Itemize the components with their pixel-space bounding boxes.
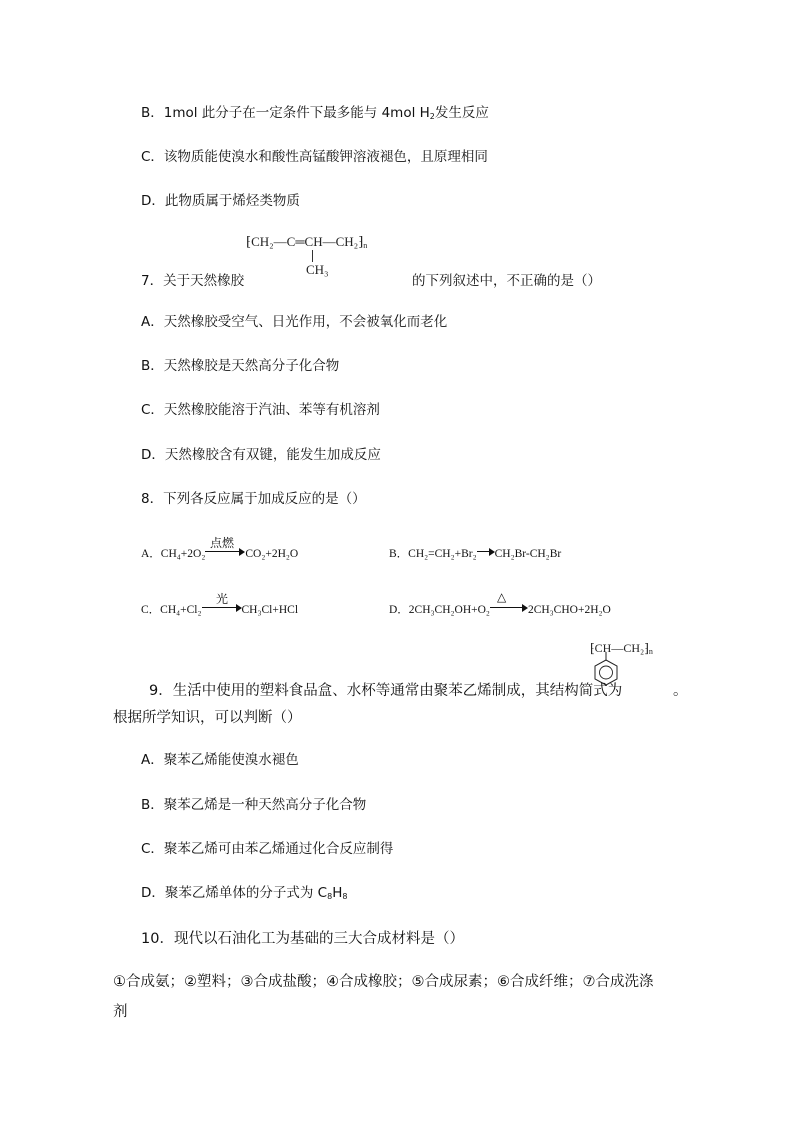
q7-formula-main: ⁅CH₂—C═CH—CH₂⁆ (246, 234, 364, 249)
q9-formula-main: ⁅CH—CH₂⁆ (590, 641, 649, 655)
q9-option-a: A．聚苯乙烯能使溴水褪色 (141, 752, 299, 768)
q8-option-c-left: C．CH₄+Cl₂ (141, 604, 202, 616)
q7-formula-bond (312, 250, 313, 262)
q6-option-b-sub: 2 (429, 112, 435, 121)
q7-formula-n: n (363, 241, 368, 250)
q6-option-c: C．该物质能使溴水和酸性高锰酸钾溶液褪色，且原理相同 (141, 149, 488, 165)
q9-option-d-sub1: 8 (327, 892, 333, 901)
q8-option-a-left: A．CH₄+2O₂ (141, 548, 206, 560)
q8-option-b (389, 544, 561, 562)
q7-rubber-formula (246, 234, 367, 250)
q8-stem: 8．下列各反应属于加成反应的是（） (141, 491, 366, 507)
q7-stem-a: 7．关于天然橡胶 (141, 273, 245, 289)
q8-option-d-arrow (490, 600, 528, 614)
q8-option-b-left: B．CH₂=CH₂+Br₂ (389, 548, 477, 560)
q9-option-b: B．聚苯乙烯是一种天然高分子化合物 (141, 797, 367, 813)
q8-option-d-right: 2CH₃CHO+2H₂O (527, 604, 611, 616)
q8-option-c-condition: 光 (216, 592, 229, 606)
q8-option-c-right: CH₃Cl+HCl (241, 604, 299, 616)
q8-option-b-arrow (477, 544, 495, 558)
q9-stem-b: 根据所学知识，可以判断（） (113, 710, 302, 726)
q9-option-d-mid: H (332, 885, 343, 901)
q8-option-a-condition: 点燃 (210, 536, 235, 550)
q7-option-a: A．天然橡胶受空气、日光作用，不会被氧化而老化 (141, 314, 448, 330)
q7-option-d: D．天然橡胶含有双键，能发生加成反应 (141, 447, 381, 463)
q7-option-c: C．天然橡胶能溶于汽油、苯等有机溶剂 (141, 402, 380, 418)
q6-option-b (141, 104, 489, 122)
q8-option-d-condition: △ (497, 590, 507, 604)
q7-stem-b: 的下列叙述中，不正确的是（） (412, 273, 601, 289)
q9-stem-a: 9．生活中使用的塑料食品盒、水杯等通常由聚苯乙烯制成，其结构简式为 (149, 683, 623, 699)
q9-formula-n: n (648, 647, 653, 656)
q6-option-b-tail: 发生反应 (434, 105, 489, 121)
q9-option-c: C．聚苯乙烯可由苯乙烯通过化合反应制得 (141, 841, 394, 857)
q8-option-d-left: D．2CH₃CH₂OH+O₂ (389, 604, 490, 616)
q9-option-d-text: D．聚苯乙烯单体的分子式为 C (141, 885, 328, 901)
q8-option-a-right: CO₂+2H₂O (245, 548, 299, 560)
q6-option-b-text: B．1mol 此分子在一定条件下最多能与 4mol H (141, 105, 430, 121)
q9-option-d-sub2: 8 (342, 892, 348, 901)
q10-items-line2: 剂 (113, 1004, 128, 1020)
q10-items-line1: ①合成氨；②塑料；③合成盐酸；④合成橡胶；⑤合成尿素；⑥合成纤维；⑦合成洗涤 (113, 974, 654, 990)
q9-option-d (141, 884, 347, 902)
q7-formula-branch: CH₃ (306, 262, 329, 277)
q7-option-b: B．天然橡胶是天然高分子化合物 (141, 358, 340, 374)
q10-stem: 10．现代以石油化工为基础的三大合成材料是（） (141, 931, 464, 947)
q9-stem-end: 。 (673, 683, 688, 699)
q6-option-d: D．此物质属于烯烃类物质 (141, 193, 300, 209)
q8-option-b-right: CH₂Br-CH₂Br (494, 548, 562, 560)
